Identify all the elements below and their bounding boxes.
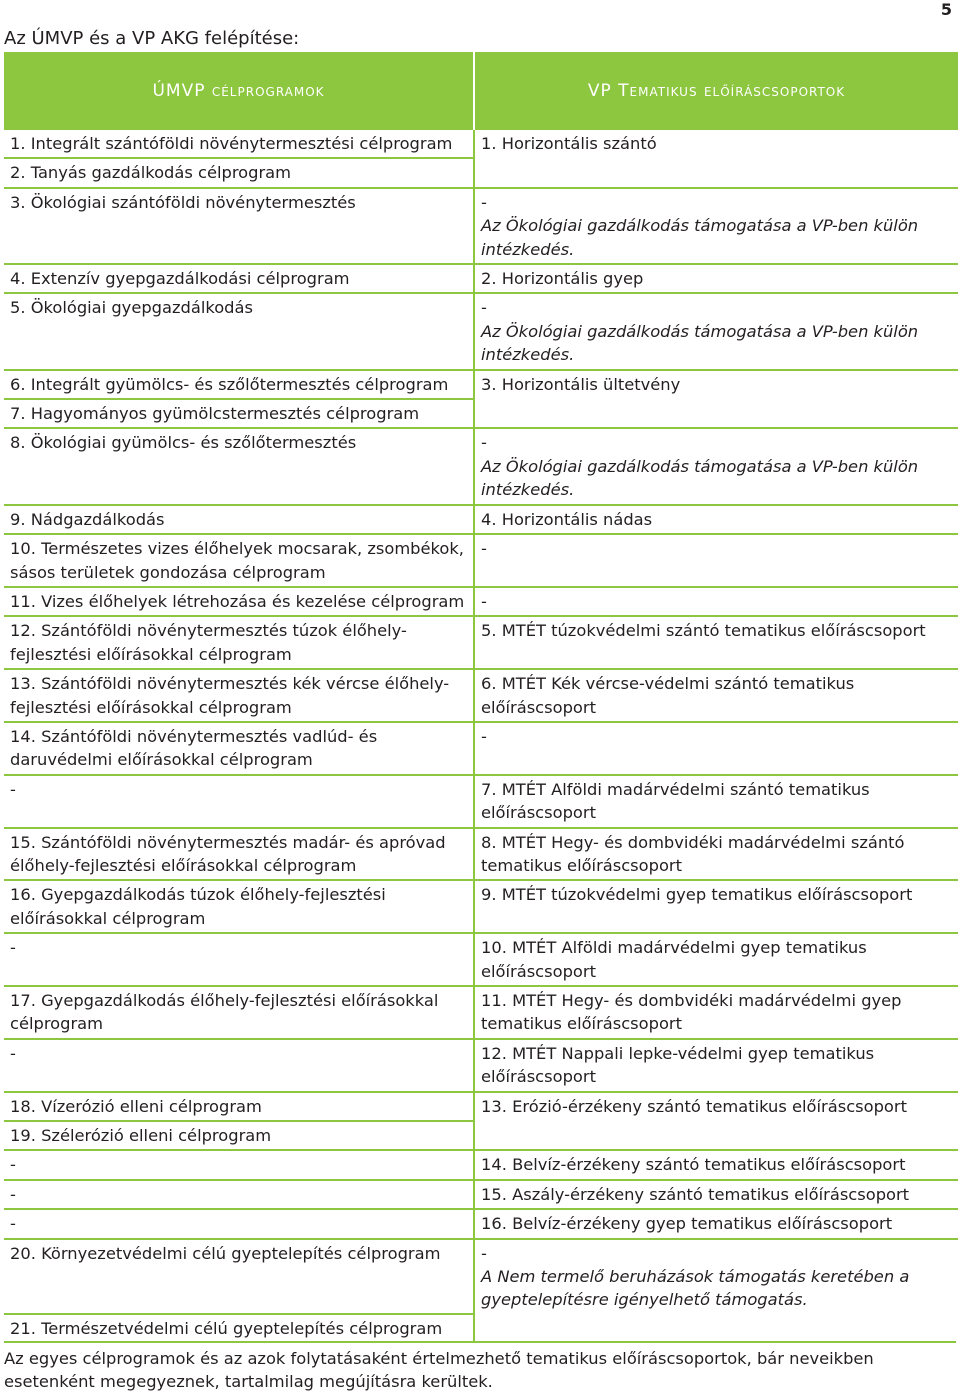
table-body — [4, 130, 958, 1342]
table-row — [4, 1209, 958, 1238]
vp-group-cell — [474, 188, 958, 264]
vp-group-cell — [474, 399, 958, 428]
vp-group-label: 11. MTÉT Hegy- és dombvidéki madárvédelmi gyep tematikus előíráscsoport — [481, 991, 902, 1034]
vp-group-label: 12. MTÉT Nappali lepke-védelmi gyep tematikus előíráscsoport — [481, 1043, 875, 1087]
table-row — [4, 370, 958, 399]
table-row — [4, 828, 958, 881]
vp-group-label: 7. MTÉT Alföldi madárvédelmi szántó tematikus előíráscsoport — [481, 779, 870, 823]
table-row — [4, 880, 958, 933]
table-row — [4, 293, 958, 369]
table-row — [4, 130, 958, 158]
vp-group-note: A Nem termelő beruházások támogatás keretében a gyeptelepítésre igényelhető támogatás. — [481, 1267, 910, 1310]
umvp-program-cell: - — [4, 1180, 474, 1209]
table-row — [4, 1092, 958, 1121]
table-row — [4, 587, 958, 616]
vp-group-cell — [474, 1039, 958, 1092]
vp-group-cell — [474, 1209, 958, 1238]
umvp-program-cell: 14. Szántóföldi növénytermesztés vadlúd- és daruvédelmi előírásokkal célprogram — [4, 722, 474, 775]
vp-group-cell — [474, 534, 958, 587]
table-row — [4, 428, 958, 504]
vp-group-cell — [474, 828, 958, 881]
vp-group-note: Az Ökológiai gazdálkodás támogatása a VP-ben külön intézkedés. — [481, 216, 919, 259]
vp-group-label: 5. MTÉT túzokvédelmi szántó tematikus előíráscsoport — [481, 621, 926, 641]
vp-group-cell — [474, 880, 958, 933]
vp-group-cell — [474, 1314, 958, 1342]
vp-group-label: 14. Belvíz-érzékeny szántó tematikus előíráscsoport — [481, 1155, 906, 1175]
table-row — [4, 534, 958, 587]
column-header-umvp: ÚMVP célprogramok — [4, 52, 474, 130]
umvp-program-cell: 17. Gyepgazdálkodás élőhely-fejlesztési előírásokkal célprogram — [4, 986, 474, 1039]
table-row — [4, 158, 958, 187]
vp-group-cell — [474, 428, 958, 504]
umvp-program-cell: - — [4, 933, 474, 986]
vp-group-label: 8. MTÉT Hegy- és dombvidéki madárvédelmi szántó tematikus előíráscsoport — [481, 832, 905, 875]
umvp-program-cell: 19. Szélerózió elleni célprogram — [4, 1121, 474, 1150]
table-row — [4, 722, 958, 775]
table-row — [4, 669, 958, 722]
vp-group-cell — [474, 1180, 958, 1209]
vp-group-cell — [474, 722, 958, 775]
vp-group-label: 1. Horizontális szántó — [481, 134, 657, 153]
table-row — [4, 1150, 958, 1179]
vp-group-cell — [474, 669, 958, 722]
vp-group-label: 6. MTÉT Kék vércse-védelmi szántó tematikus előíráscsoport — [481, 674, 855, 717]
vp-group-cell — [474, 986, 958, 1039]
table-row — [4, 1121, 958, 1150]
umvp-program-cell: 2. Tanyás gazdálkodás célprogram — [4, 158, 474, 187]
vp-group-cell — [474, 775, 958, 828]
footer-note: Az egyes célprogramok és az azok folytatásaként értelmezhető tematikus előíráscsoportok, bár neveikben esetenként megegyeznek, tartalmilag megújításra kerültek. — [4, 1341, 956, 1393]
vp-group-label: 13. Erózió-érzékeny szántó tematikus előíráscsoport — [481, 1096, 907, 1116]
vp-group-cell — [474, 1092, 958, 1121]
table-row — [4, 933, 958, 986]
table-row — [4, 1039, 958, 1092]
umvp-program-cell: 11. Vizes élőhelyek létrehozása és kezelése célprogram — [4, 587, 474, 616]
table-row — [4, 986, 958, 1039]
table-row — [4, 1239, 958, 1314]
table-row — [4, 505, 958, 534]
vp-group-label: - — [481, 298, 487, 318]
umvp-program-cell: 18. Vízerózió elleni célprogram — [4, 1092, 474, 1121]
table-header-row — [4, 52, 958, 130]
table-row — [4, 1314, 958, 1342]
table-row — [4, 1180, 958, 1209]
column-header-vp: VP Tematikus előíráscsoportok — [474, 52, 958, 130]
vp-group-label: 16. Belvíz-érzékeny gyep tematikus előíráscsoport — [481, 1214, 893, 1234]
vp-group-cell — [474, 293, 958, 369]
umvp-program-cell: 7. Hagyományos gyümölcstermesztés célprogram — [4, 399, 474, 428]
vp-group-note: Az Ökológiai gazdálkodás támogatása a VP-ben külön intézkedés. — [481, 456, 919, 500]
umvp-program-cell: - — [4, 1150, 474, 1179]
vp-group-label: 2. Horizontális gyep — [481, 269, 644, 289]
umvp-program-cell: 20. Környezetvédelmi célú gyeptelepítés célprogram — [4, 1239, 474, 1314]
umvp-program-cell: 4. Extenzív gyepgazdálkodási célprogram — [4, 264, 474, 293]
umvp-program-cell: 10. Természetes vizes élőhelyek mocsarak, zsombékok, sásos területek gondozása célprogram — [4, 534, 474, 587]
vp-group-label: - — [481, 539, 487, 559]
vp-group-label: - — [481, 433, 487, 453]
vp-group-label: 15. Aszály-érzékeny szántó tematikus előíráscsoport — [481, 1184, 910, 1204]
umvp-program-cell: 5. Ökológiai gyepgazdálkodás — [4, 293, 474, 369]
umvp-program-cell: 3. Ökológiai szántóföldi növénytermesztés — [4, 188, 474, 264]
table-row — [4, 616, 958, 669]
umvp-program-cell: 12. Szántóföldi növénytermesztés túzok élőhely-fejlesztési előírásokkal célprogram — [4, 616, 474, 669]
vp-group-label: 4. Horizontális nádas — [481, 509, 653, 529]
vp-group-label: - — [481, 192, 487, 212]
umvp-program-cell: - — [4, 775, 474, 828]
vp-group-cell — [474, 1239, 958, 1314]
vp-group-label: - — [481, 726, 487, 746]
vp-group-note: Az Ökológiai gazdálkodás támogatása a VP-ben külön intézkedés. — [481, 321, 919, 365]
vp-group-cell — [474, 1150, 958, 1179]
umvp-program-cell: 21. Természetvédelmi célú gyeptelepítés célprogram — [4, 1314, 474, 1342]
vp-group-label: 3. Horizontális ültetvény — [481, 374, 681, 394]
vp-group-cell — [474, 264, 958, 293]
vp-group-cell — [474, 130, 958, 158]
vp-group-cell — [474, 158, 958, 187]
program-mapping-table — [4, 52, 958, 1342]
vp-group-cell — [474, 587, 958, 616]
table-row — [4, 264, 958, 293]
umvp-program-cell: 1. Integrált szántóföldi növénytermesztési célprogram — [4, 130, 474, 158]
page-heading: Az ÚMVP és a VP AKG felépítése: — [4, 28, 300, 49]
vp-group-cell — [474, 370, 958, 399]
umvp-program-cell: 6. Integrált gyümölcs- és szőlőtermesztés célprogram — [4, 370, 474, 399]
umvp-program-cell: - — [4, 1209, 474, 1238]
vp-group-label: - — [481, 1243, 487, 1263]
vp-group-cell — [474, 1121, 958, 1150]
vp-group-label: 10. MTÉT Alföldi madárvédelmi gyep tematikus előíráscsoport — [481, 938, 867, 981]
table-row — [4, 775, 958, 828]
vp-group-label: 9. MTÉT túzokvédelmi gyep tematikus előíráscsoport — [481, 885, 913, 905]
umvp-program-cell: 9. Nádgazdálkodás — [4, 505, 474, 534]
table-row — [4, 188, 958, 264]
umvp-program-cell: - — [4, 1039, 474, 1092]
umvp-program-cell: 8. Ökológiai gyümölcs- és szőlőtermesztés — [4, 428, 474, 504]
vp-group-label: - — [481, 591, 487, 611]
page-number: 5 — [940, 0, 952, 19]
umvp-program-cell: 13. Szántóföldi növénytermesztés kék vércse élőhely-fejlesztési előírásokkal célprogram — [4, 669, 474, 722]
umvp-program-cell: 16. Gyepgazdálkodás túzok élőhely-fejlesztési előírásokkal célprogram — [4, 880, 474, 933]
umvp-program-cell: 15. Szántóföldi növénytermesztés madár- és apróvad élőhely-fejlesztési előírásokkal célprogram — [4, 828, 474, 881]
table-row — [4, 399, 958, 428]
vp-group-cell — [474, 505, 958, 534]
vp-group-cell — [474, 933, 958, 986]
vp-group-cell — [474, 616, 958, 669]
